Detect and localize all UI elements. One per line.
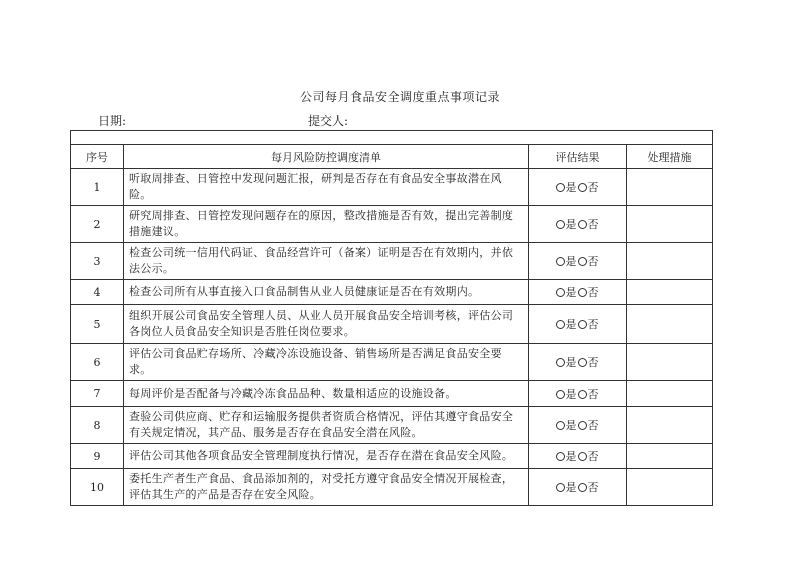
evaluation-result xyxy=(529,444,627,469)
risk-checklist-table xyxy=(70,130,713,506)
header-result: 评估结果 xyxy=(529,145,627,169)
row-item-text: 委托生产者生产食品、食品添加剂的，对受托方遵守食品安全情况开展检查，评估其生产的产品是否存在安全风险。 xyxy=(124,469,529,506)
yes-radio[interactable] xyxy=(556,421,565,430)
no-radio[interactable] xyxy=(578,320,587,329)
yes-option-label: 是 xyxy=(565,318,577,331)
action-cell[interactable] xyxy=(627,243,713,280)
yes-option-label: 是 xyxy=(565,356,577,369)
row-item-text: 评估公司其他各项食品安全管理制度执行情况，是否存在潜在食品安全风险。 xyxy=(124,444,529,469)
yes-option-label: 是 xyxy=(565,218,577,231)
date-label: 日期: xyxy=(98,114,127,128)
row-number: 9 xyxy=(71,444,124,469)
row-number: 2 xyxy=(71,206,124,243)
yes-option-label: 是 xyxy=(565,286,577,299)
header-row xyxy=(71,145,713,169)
no-radio[interactable] xyxy=(578,257,587,266)
row-item-text: 检查公司所有从事直接入口食品制售从业人员健康证是否在有效期内。 xyxy=(124,280,529,305)
header-no: 序号 xyxy=(71,145,124,169)
table-row xyxy=(71,444,713,469)
no-radio[interactable] xyxy=(578,390,587,399)
row-item-text: 检查公司统一信用代码证、食品经营许可（备案）证明是否在有效期内，并依法公示。 xyxy=(124,243,529,280)
table-row xyxy=(71,280,713,305)
submitter-label: 提交人: xyxy=(308,114,349,128)
row-number: 8 xyxy=(71,407,124,444)
no-option-label: 否 xyxy=(587,286,599,299)
row-number: 1 xyxy=(71,169,124,206)
no-option-label: 否 xyxy=(587,318,599,331)
no-option-label: 否 xyxy=(587,387,599,401)
no-radio[interactable] xyxy=(578,452,587,461)
no-radio[interactable] xyxy=(578,183,587,192)
header-action: 处理措施 xyxy=(627,145,713,169)
row-item-text: 评估公司食品贮存场所、冷藏冷冻设施设备、销售场所是否满足食品安全要求。 xyxy=(124,344,529,381)
yes-radio[interactable] xyxy=(556,183,565,192)
yes-option-label: 是 xyxy=(565,387,577,401)
row-number: 7 xyxy=(71,381,124,407)
row-number: 5 xyxy=(71,305,124,344)
table-row xyxy=(71,243,713,280)
yes-radio[interactable] xyxy=(556,257,565,266)
action-cell[interactable] xyxy=(627,305,713,344)
page-title: 公司每月食品安全调度重点事项记录 xyxy=(299,90,500,104)
table-row xyxy=(71,381,713,407)
no-radio[interactable] xyxy=(578,421,587,430)
no-radio[interactable] xyxy=(578,220,587,229)
action-cell[interactable] xyxy=(627,280,713,305)
no-option-label: 否 xyxy=(587,181,599,194)
row-item-text: 组织开展公司食品安全管理人员、从业人员开展食品安全培训考核，评估公司各岗位人员食品安全知识是否胜任岗位要求。 xyxy=(124,305,529,344)
yes-option-label: 是 xyxy=(565,481,577,494)
yes-radio[interactable] xyxy=(556,358,565,367)
no-option-label: 否 xyxy=(587,419,599,432)
action-cell[interactable] xyxy=(627,169,713,206)
row-item-text: 每周评价是否配备与冷藏冷冻食品品种、数量相适应的设施设备。 xyxy=(124,381,529,407)
action-cell[interactable] xyxy=(627,444,713,469)
action-cell[interactable] xyxy=(627,407,713,444)
yes-radio[interactable] xyxy=(556,390,565,399)
yes-radio[interactable] xyxy=(556,288,565,297)
row-number: 3 xyxy=(71,243,124,280)
evaluation-result xyxy=(529,344,627,381)
table-row xyxy=(71,169,713,206)
yes-option-label: 是 xyxy=(565,181,577,194)
header-item: 每月风险防控调度清单 xyxy=(124,145,529,169)
no-radio[interactable] xyxy=(578,288,587,297)
row-item-text: 研究周排查、日管控发现问题存在的原因，整改措施是否有效，提出完善制度措施建议。 xyxy=(124,206,529,243)
yes-option-label: 是 xyxy=(565,419,577,432)
yes-radio[interactable] xyxy=(556,320,565,329)
evaluation-result xyxy=(529,280,627,305)
evaluation-result xyxy=(529,305,627,344)
action-cell[interactable] xyxy=(627,469,713,506)
yes-radio[interactable] xyxy=(556,220,565,229)
table-row xyxy=(71,344,713,381)
evaluation-result xyxy=(529,407,627,444)
no-option-label: 否 xyxy=(587,356,599,369)
row-number: 4 xyxy=(71,280,124,305)
yes-option-label: 是 xyxy=(565,255,577,268)
no-option-label: 否 xyxy=(587,218,599,231)
yes-radio[interactable] xyxy=(556,483,565,492)
row-number: 10 xyxy=(71,469,124,506)
no-option-label: 否 xyxy=(587,481,599,494)
evaluation-result xyxy=(529,469,627,506)
evaluation-result xyxy=(529,169,627,206)
row-number: 6 xyxy=(71,344,124,381)
action-cell[interactable] xyxy=(627,206,713,243)
row-item-text: 听取周排查、日管控中发现问题汇报，研判是否存在有食品安全事故潜在风险。 xyxy=(124,169,529,206)
action-cell[interactable] xyxy=(627,344,713,381)
no-option-label: 否 xyxy=(587,255,599,268)
table-row xyxy=(71,305,713,344)
yes-option-label: 是 xyxy=(565,450,577,463)
table-row xyxy=(71,206,713,243)
table-row xyxy=(71,469,713,506)
blank-row xyxy=(71,131,713,145)
no-radio[interactable] xyxy=(578,358,587,367)
row-item-text: 查验公司供应商、贮存和运输服务提供者资质合格情况，评估其遵守食品安全有关规定情况，其产品、服务是否存在食品安全潜在风险。 xyxy=(124,407,529,444)
no-radio[interactable] xyxy=(578,483,587,492)
blank-cell xyxy=(71,131,713,145)
action-cell[interactable] xyxy=(627,381,713,407)
evaluation-result xyxy=(529,243,627,280)
evaluation-result xyxy=(529,206,627,243)
yes-radio[interactable] xyxy=(556,452,565,461)
no-option-label: 否 xyxy=(587,450,599,463)
table-row xyxy=(71,407,713,444)
evaluation-result xyxy=(529,381,627,407)
